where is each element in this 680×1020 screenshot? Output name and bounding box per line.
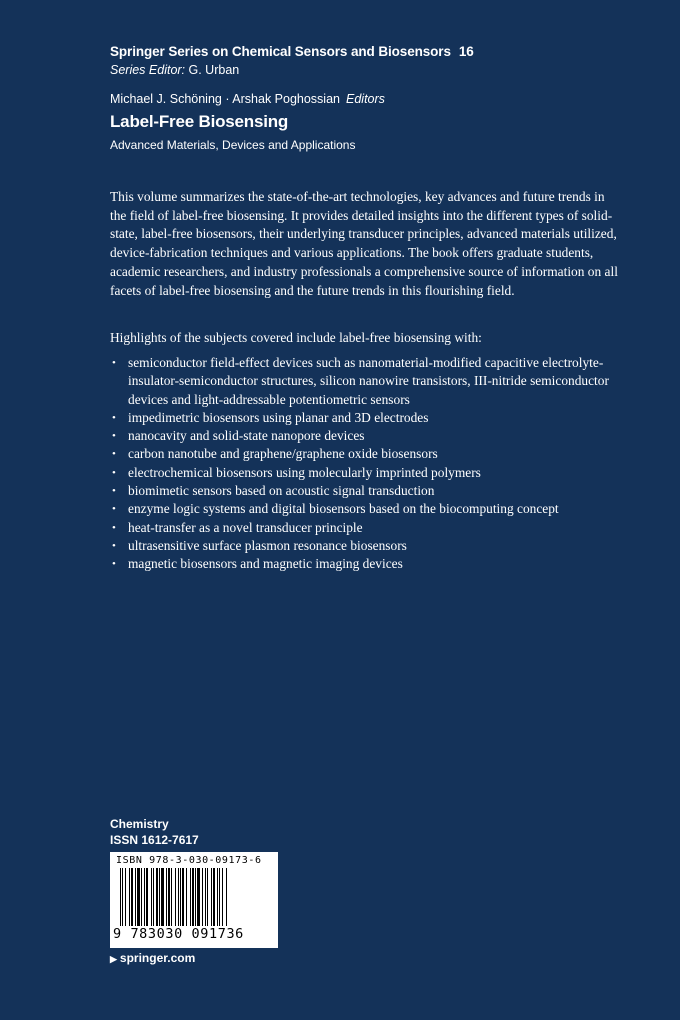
highlight-item: • semiconductor field-effect devices such as nanomaterial-modified capacitive electrolyte-insulator-semiconductor structures, silicon nanowire transistors, III-nitride semiconductor devices and light-addressable potentiometric sensors <box>110 354 610 409</box>
barcode-bar <box>175 868 176 926</box>
barcode <box>110 852 278 948</box>
barcode-bar <box>202 868 203 926</box>
barcode-bar <box>153 868 154 926</box>
highlight-item: • ultrasensitive surface plasmon resonance biosensors <box>110 537 610 555</box>
arrow-right-icon: ▶ <box>110 954 117 964</box>
barcode-bar <box>205 868 206 926</box>
barcode-bar <box>178 868 179 926</box>
highlight-item: • magnetic biosensors and magnetic imaging devices <box>110 555 610 573</box>
barcode-bar <box>207 868 208 926</box>
barcode-bar <box>159 868 160 926</box>
barcode-bar <box>186 868 187 926</box>
barcode-bar <box>137 868 140 926</box>
barcode-bar <box>190 868 191 926</box>
series-block <box>110 44 474 77</box>
book-subtitle: Advanced Materials, Devices and Applications <box>110 138 356 152</box>
barcode-bar <box>122 868 123 926</box>
barcode-bar <box>226 868 227 926</box>
barcode-bar <box>151 868 152 926</box>
barcode-bar <box>168 868 170 926</box>
series-title <box>110 44 474 59</box>
barcode-bar <box>166 868 167 926</box>
barcode-bar <box>171 868 172 926</box>
series-volume: 16 <box>458 44 474 59</box>
highlights-intro: Highlights of the subjects covered include label-free biosensing with: <box>110 330 482 345</box>
barcode-bar <box>180 868 181 926</box>
isbn-text: ISBN 978-3-030-09173-6 <box>116 855 262 866</box>
barcode-bar <box>156 868 158 926</box>
barcode-bar <box>222 868 223 926</box>
highlight-item: • impedimetric biosensors using planar and 3D electrodes <box>110 409 610 427</box>
barcode-bars-graphic <box>120 868 270 928</box>
highlight-item: • electrochemical biosensors using molecularly imprinted polymers <box>110 464 610 482</box>
editors-names: Michael J. Schöning · Arshak Poghossian <box>110 92 340 106</box>
issn-label: ISSN 1612-7617 <box>110 833 199 847</box>
barcode-bar <box>131 868 133 926</box>
book-editors <box>110 92 385 106</box>
barcode-bar <box>195 868 196 926</box>
series-name: Springer Series on Chemical Sensors and Biosensors <box>110 44 451 59</box>
barcode-bar <box>120 868 121 926</box>
barcode-bar <box>182 868 184 926</box>
barcode-bar <box>219 868 220 926</box>
subject-label: Chemistry <box>110 817 169 831</box>
highlight-item: • carbon nanotube and graphene/graphene oxide biosensors <box>110 445 610 463</box>
highlight-item: • enzyme logic systems and digital biosensors based on the biocomputing concept <box>110 500 610 518</box>
barcode-bar <box>192 868 194 926</box>
barcode-bar <box>213 868 215 926</box>
barcode-bar <box>197 868 200 926</box>
website-link[interactable] <box>110 951 195 965</box>
barcode-bar <box>141 868 142 926</box>
highlight-item: • heat-transfer as a novel transducer principle <box>110 519 610 537</box>
series-editor-label: Series Editor: <box>110 63 186 77</box>
series-editor-name: G. Urban <box>188 63 240 77</box>
barcode-bar <box>125 868 126 926</box>
barcode-bar <box>217 868 218 926</box>
barcode-bar <box>144 868 145 926</box>
editors-role: Editors <box>346 92 385 106</box>
barcode-bar <box>129 868 130 926</box>
barcode-bar <box>135 868 136 926</box>
summary-paragraph: This volume summarizes the state-of-the-art technologies, key advances and future trends in the field of label-free biosensing. It provides detailed insights into the different types of solid-state, label-free biosensors, their underlying transducer principles, advanced materials utilized, device-fabrication techniques and various applications. The book offers graduate students, academic researchers, and industry professionals a comprehensive source of information on all facets of label-free biosensing and the future trends in this flourishing field. <box>110 189 618 298</box>
highlight-item: • biomimetic sensors based on acoustic signal transduction <box>110 482 610 500</box>
barcode-bar <box>161 868 164 926</box>
footer-info <box>110 817 199 847</box>
barcode-bar <box>211 868 212 926</box>
barcode-digits: 9 783030 091736 <box>113 926 244 942</box>
book-title: Label-Free Biosensing <box>110 112 289 131</box>
series-editor <box>110 63 474 77</box>
highlights-list <box>110 354 610 574</box>
barcode-bar <box>146 868 148 926</box>
highlight-item: • nanocavity and solid-state nanopore devices <box>110 427 610 445</box>
website-text: springer.com <box>119 951 196 965</box>
